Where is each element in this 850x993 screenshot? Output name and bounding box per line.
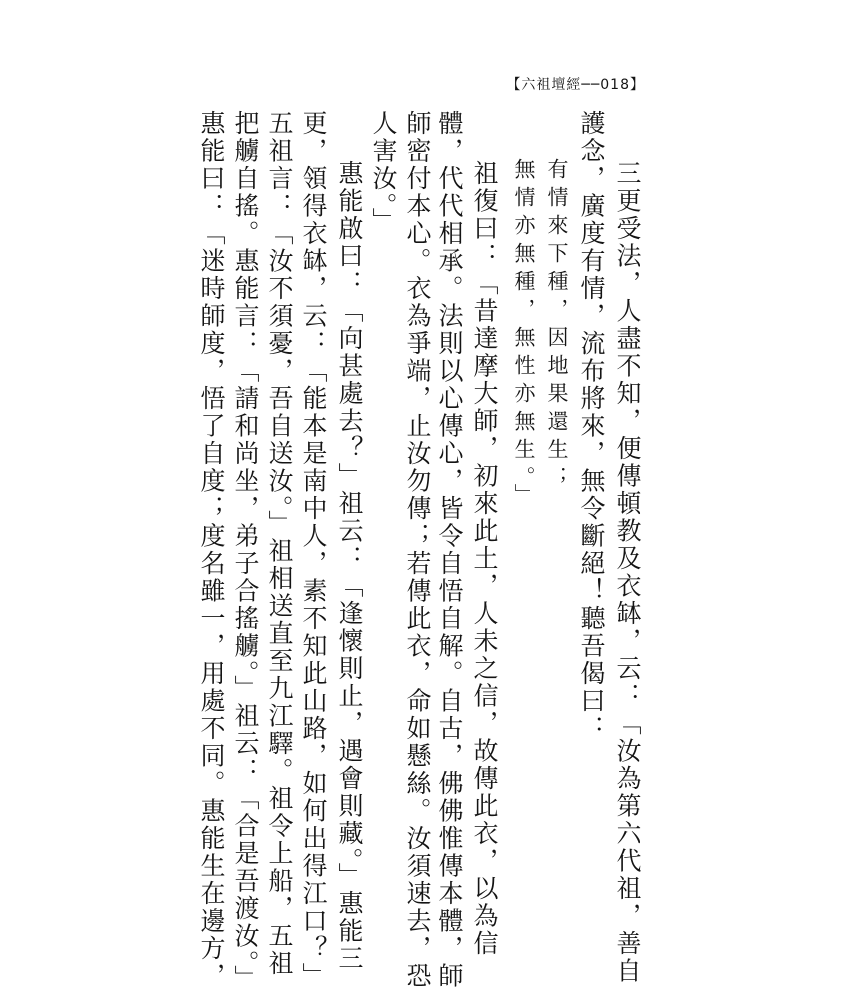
text-column-11: 五祖言：「汝不須憂，吾自送汝。」祖相送直至九江驛。祖令上船，五祖 — [265, 110, 294, 978]
text-column-9: 惠能啟曰：「向甚處去？」祖云：「逢懷則止，遇會則藏。」惠能三 — [335, 160, 364, 973]
running-head: 【六祖壇經──018】 — [506, 77, 645, 93]
verse-line-1: 有情來下種，因地果還生； — [545, 158, 569, 494]
text-column-2: 護念，廣度有情，流布將來，無令斷絕！聽吾偈曰： — [577, 110, 606, 743]
text-column-13: 惠能曰：「迷時師度，悟了自度；度名雖一，用處不同。惠能生在邊方， — [197, 110, 226, 990]
text-column-10: 更，領得衣缽，云：「能本是南中人，素不知此山路，如何出得江口？」 — [299, 110, 328, 990]
verse-line-2: 無情亦無種，無性亦無生。」 — [512, 158, 536, 512]
text-column-7: 師密付本心。衣為爭端，止汝勿傳；若傳此衣，命如懸絲。汝須速去，恐 — [403, 110, 432, 990]
text-column-5: 祖復曰：「昔達摩大師，初來此土，人未之信，故傳此衣，以為信 — [470, 160, 499, 958]
text-column-6: 體，代代相承。法則以心傳心，皆令自悟自解。自古，佛佛惟傳本體，師 — [435, 110, 464, 990]
text-column-8: 人害汝。」 — [369, 110, 398, 235]
text-column-12: 把艣自搖。惠能言：「請和尚坐，弟子合搖艣。」祖云：「合是吾渡汝。」 — [231, 110, 260, 993]
text-column-1: 三更受法，人盡不知，便傳頓教及衣缽，云：「汝為第六代祖，善自 — [613, 160, 642, 985]
